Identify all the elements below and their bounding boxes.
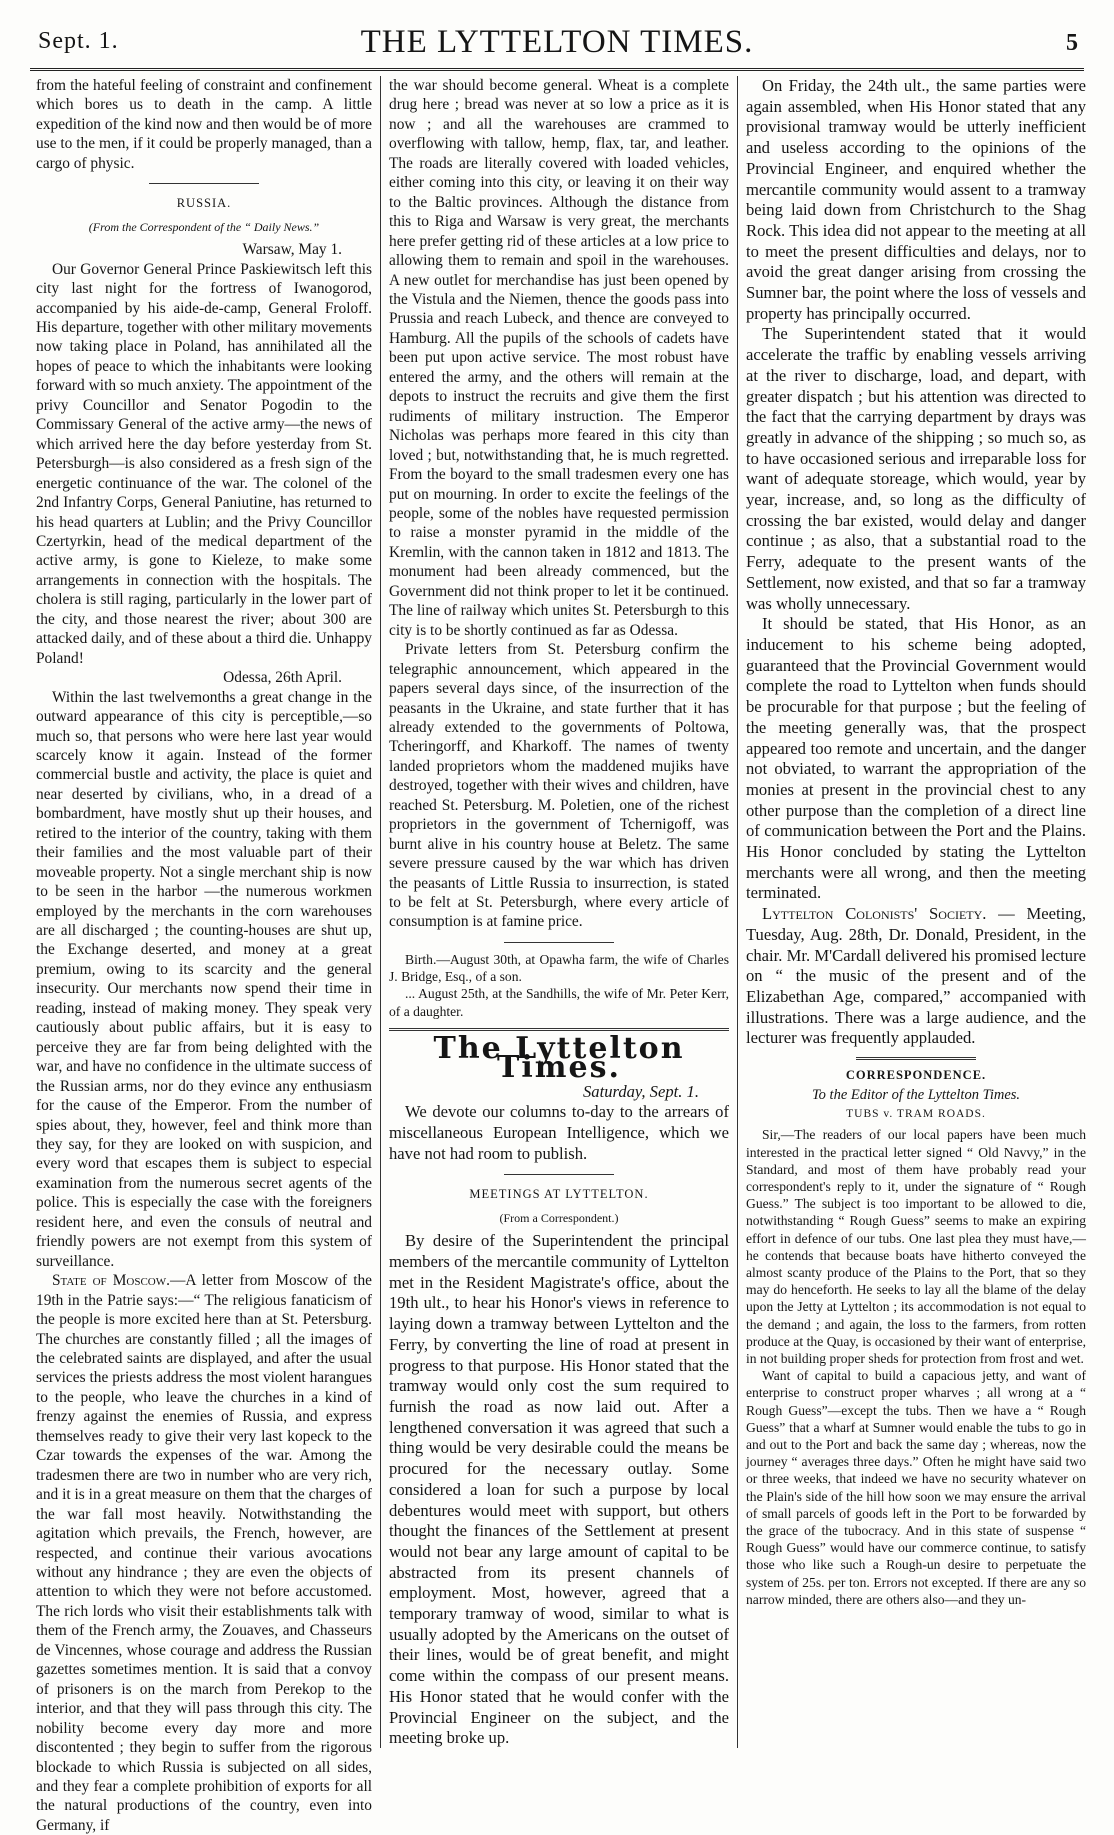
correspondence-title: TUBS v. TRAM ROADS. xyxy=(846,1107,986,1120)
masthead xyxy=(30,18,1084,68)
section-heading-russia: RUSSIA. xyxy=(176,196,232,211)
page-number: 5 xyxy=(1066,30,1078,56)
column-1 xyxy=(36,76,372,1834)
column-3 xyxy=(746,76,1086,1748)
column-divider-1 xyxy=(380,76,381,1748)
dateline-warsaw: Warsaw, May 1. xyxy=(242,241,342,259)
masthead-rule xyxy=(30,68,1084,71)
article-continuation: from the hateful feeling of constraint and confinement which bores us to death in the camp. A little expedition of the kind now and then would be of more use to the men, if it could be properly managed, than a cargo of physic. xyxy=(36,77,372,172)
paragraph-society xyxy=(746,904,1086,1049)
editorial-text: We devote our columns to-day to the arrears of miscellaneous European Intelligence, which we have not had room to publish. xyxy=(389,1102,729,1163)
newspaper-title: THE LYTTELTON TIMES. xyxy=(360,24,754,60)
nameplate: The Lyttelton Times. xyxy=(433,1030,685,1086)
column-divider-2 xyxy=(737,76,738,1748)
separator-double-2 xyxy=(856,1057,976,1060)
column-2 xyxy=(389,76,729,1748)
society-lead: Lyttelton Colonists' Society. xyxy=(762,904,987,924)
birth-notice-1: Birth.—August 30th, at Opawha farm, the wife of Charles J. Bridge, Esq., of a son. xyxy=(389,951,729,985)
paragraph-odessa: Within the last twelvemonths a great change in the outward appearance of this city is perceptible,—so much so, that persons who were here last year would scarcely know it again. Instead of the former commercial bustle and activity, the place is quiet and near deserted by civilians, who, in a dread of a bombardment, have mostly shut up their houses, and retired to the interior of the country, taking with them their families and the most valuable part of their moveable property. Not a single merchant ship is now to be seen in the harbor —the numerous workmen employed by the merchants in the corn warehouses are all discharged ; the counting-houses are shut up, the Exchange deserted, and money at a great premium, owing to its scarcity and the general insecurity. Our merchants now spend their time in reading, instead of making money. They speak very cautiously about public affairs, but it is easy to perceive they are far from being delighted with the war, and have no confidence in the ultimate success of the Russian arms, nor do they evince any enthusiasm for the cause of the Emperor. From the number of spies about, they, however, feel and think more than they say, for they are looked on with suspicion, and every word that escapes them is subject to especial examination from the numerous secret agents of the police. This is especially the case with the foreigners resident here, and even the consuls of neutral and friendly powers are not exempt from this system of surveillance. xyxy=(36,688,372,1270)
paragraph-inducement: It should be stated, that His Honor, as an inducement to his scheme being adopted, guaranteed that the Provincial Government would complete the road to Lyttelton when funds should be procurable for that purpose ; but the feeling of the meeting generally was, that the prospect appeared too remote and uncertain, and the danger not obviated, to warrant the appropriation of the monies at present in the provincial chest to any other purpose than the completion of a direct line of communication between the Port and the Plains. His Honor concluded by stating the Lyttelton merchants were all wrong, and then the meeting terminated. xyxy=(746,614,1086,903)
letter-paragraph-1: Sir,—The readers of our local papers have been much interested in the practical letter signed “ Old Navvy,” in the Standard, and most of them have probably read your correspondent's reply to it, under the signature of “ Rough Guess.” The subject is too important to be allowed to die, notwithstanding “ Rough Guess” seems to make an expiring effort in defence of our tubs. One last plea they must have,—he contends that because boats have hitherto conveyed the almost scanty produce of the Plains to the Port, that so they may do henceforth. He seeks to lay all the blame of the delay upon the Jetty at Lyttelton ; its accommodation is not equal to the demand ; and again, the loss to the farmers, from rotten produce at the Quay, is occasioned by their want of enterprise, in not building proper sheds for protection from frost and wet. xyxy=(746,1127,1086,1367)
source-line-2: (From a Correspondent.) xyxy=(499,1210,619,1225)
correspondence-addressee: To the Editor of the Lyttelton Times. xyxy=(811,1086,1021,1103)
paragraph-friday: On Friday, the 24th ult., the same parties were again assembled, when His Honor stated that any provisional tramway would be utterly inefficient and useless according to the opinions of the Provincial Engineer, and enquired whether the mercantile community would assent to a tramway being laid down from Christchurch to the Shag Rock. This idea did not appear to the meeting at all to meet the present difficulties and delays, nor to avoid the great danger arising from crossing the Sumner bar, the point where the loss of vessels and property has principally occurred. xyxy=(746,76,1086,323)
article-continuation-2: the war should become general. Wheat is a complete drug here ; bread was never at so low a price as it is now ; and all the warehouses are crammed to overflowing with tallow, hemp, flax, tar, and leather. The roads are literally covered with loaded vehicles, either coming into this city, or leaving it on their way to the Baltic provinces. Although the distance from this to Riga and Warsaw is very great, the merchants here prefer getting rid of these articles at a low price to allowing them to remain and spoil in the warehouses. A new outlet for merchandise has just been opened by the Vistula and the Niemen, thence the goods pass into Prussia and reach Lubeck, and thence are conveyed to Hamburg. All the pupils of the schools of cadets have been put upon active service. The most robust have entered the army, and the others will remain at the depots to instruct the recruits and give them the first rudiments of military instruction. The Emperor Nicholas was perhaps more feared in this city than loved ; but, notwithstanding that, he is much regretted. From the boyard to the small tradesmen every one has put on mourning. In order to excite the feelings of the people, some of the nobles have requested permission to raise a monster pyramid in the middle of the Kremlin, with the cannon taken in 1812 and 1813. The monument had been already commenced, but the Government did not think proper to let it be continued. The line of railway which unites St. Petersburgh to this city is to be shortly continued as far as Odessa. xyxy=(389,77,729,639)
birth-notice-2: ... August 25th, at the Sandhills, the wife of Mr. Peter Kerr, of a daughter. xyxy=(389,986,729,1019)
society-body: — Meeting, Tuesday, Aug. 28th, Dr. Donald, President, in the chair. Mr. M'Cardall delivered his promised lecture on “ the music of the present and of the Elizabethan Age, compared,” accompanied with illustrations. There was a large audience, and the lecturer was frequently applauded. xyxy=(746,904,1086,1048)
paragraph-superintendent: The Superintendent stated that it would accelerate the traffic by enabling vessels arriving at the river to discharge, load, and depart, with greater dispatch ; but his attention was directed to the fact that the carrying department by drays was greatly in advance of the shipping ; so much so, as to have occasioned serious and irreparable loss for want of adequate storeage, which would, year by year, increase, and, so long as the difficulty of crossing the bar existed, would delay and danger continue ; as also, that a substantial road to the Ferry, adequate to the present wants of the Settlement, now existed, and that so far a tramway was wholly unnecessary. xyxy=(746,324,1086,613)
paragraph-private-letters: Private letters from St. Petersburg confirm the telegraphic announcement, which appeared in the papers several days since, of the insurrection of the peasants in the Ukraine, and state further that it has already extended to the governments of Poltowa, Tcheringorff, and Kharkoff. The names of twenty landed proprietors whom the maddened mujiks have destroyed, together with their wives and children, have reached St. Petersburg. M. Poletien, one of the richest proprietors in the government of Tchernigoff, was burnt alive in his country house at Beletz. The same severe pressure caused by the war which has driven the peasants of Little Russia to insurrection, is stated to be felt at St. Petersburgh, where every article of consumption is at famine price. xyxy=(389,641,729,931)
paragraph-warsaw: Our Governor General Prince Paskiewitsch left this city last night for the fortress of Iwanogorod, accompanied by his aide-de-camp, General Froloff. His departure, together with other military movements now taking place in Poland, has annihilated all the hopes of peace to which the inhabitants were looking forward with so much anxiety. The appointment of the privy Councillor and Senator Pogodin to the Commissary General of the active army—the news of which arrived here the day before yesterday from St. Petersburgh—is also considered as a fresh sign of the energetic continuance of the war. The colonel of the 2nd Infantry Corps, General Paniutine, has returned to his head quarters at Lublin; and the Privy Councillor Czertyrkin, head of the medical department of the active army, is gone to Kieleze, to make some arrangements in connection with the hospitals. The cholera is still raging, particularly in the lower part of the city, and those nearest the river; about 300 are attacked daily, and of these about a third die. Unhappy Poland! xyxy=(36,260,372,667)
moscow-body: —A letter from Moscow of the 19th in the Patrie says:—“ The religious fanaticism of the people is more excited here than at St. Petersburg. The churches are constantly filled ; all the images of the celebrated saints are displayed, and after the usual services the priests address the most violent harangues to the people, who leave the churches in a kind of frenzy against the enemies of Russia, and express themselves ready to give their very last kopeck to the Czar towards the expenses of the war. Among the tradesmen there are two in number who are very rich, and it is in a great measure on them that the charges of the war fall most heavily. Notwithstanding the agitation which prevails, the French, however, are respected, and continue their various avocations without any hindrance ; they are even the objects of attention to which they were not before accustomed. The rich lords who visit their establishments talk with them of the French army, the Zouaves, and Chasseurs de Vincennes, whose courage and address the Russian gazettes sometimes mention. It is said that a convoy of prisoners is on the march from Perekop to the interior, and that they will pass through this city. The nobility become every day more and more discontented ; they begin to suffer from the rigorous blockade to which Russia is subjected on all sides, and they fear a complete prohibition of exports for all the natural productions of the country, even into Germany, if xyxy=(36,1272,372,1834)
paragraph-moscow xyxy=(36,1271,372,1835)
section-heading-meetings: MEETINGS AT LYTTELTON. xyxy=(469,1187,649,1202)
paragraph-meetings: By desire of the Superintendent the principal members of the mercantile community of Lyttelton met in the Resident Magistrate's office, about the 19th ult., to hear his Honor's views in reference to laying down a tramway between Lyttelton and the Ferry, by converting the line of road at present in progress to that purpose. His Honor stated that the tramway would only cost the sum required to furnish the road as now laid out. After a lengthened conversation it was agreed that such a thing would be very desirable could the means be procured for the necessary outlay. Some considered a loan for such a purpose by local debentures would meet with support, but others thought the finances of the Settlement at present would not bear any large amount of capital to be abstracted from its present channels of employment. Most, however, agreed that a temporary tramway of wood, similar to what is usually adopted by the Americans on the outset of their lines, would be of great benefit, and might come within the compass of our present means. His Honor stated that he would confer with the Provincial Engineer on the subject, and the meeting broke up. xyxy=(389,1231,729,1748)
separator xyxy=(149,183,259,184)
editorial-date: Saturday, Sept. 1. xyxy=(583,1081,699,1101)
correspondence-heading: CORRESPONDENCE. xyxy=(845,1068,987,1083)
letter-paragraph-2: Want of capital to build a capacious jetty, and want of enterprise to construct proper wharves ; all wrong at a “ Rough Guess”—except the tubs. Then we have a “ Rough Guess” that a wharf at Sumner would enable the tubs to go in and out to the Port and back the same day ; whereas, now the journey “ averages three days.” Often he might have said two or three weeks, that indeed we have no security whatever on the Plain's side of the hill how soon we may ensure the arrival of small parcels of goods left in the Port to be forwarded by the grace of the tubocracy. And in this state of suspense “ Rough Guess” would have our commerce continue, to satisfy those who like such a Rough-un desire to perpetuate the system of 25s. per ton. Errors not excepted. If there are any so narrow minded, there are others also—and they un- xyxy=(746,1368,1086,1607)
separator xyxy=(504,942,614,943)
moscow-lead: State of Moscow. xyxy=(52,1272,170,1290)
separator xyxy=(504,1174,614,1175)
dateline-odessa: Odessa, 26th April. xyxy=(223,669,342,687)
source-line: (From the Correspondent of the “ Daily News.” xyxy=(88,219,320,234)
issue-date: Sept. 1. xyxy=(38,28,119,54)
